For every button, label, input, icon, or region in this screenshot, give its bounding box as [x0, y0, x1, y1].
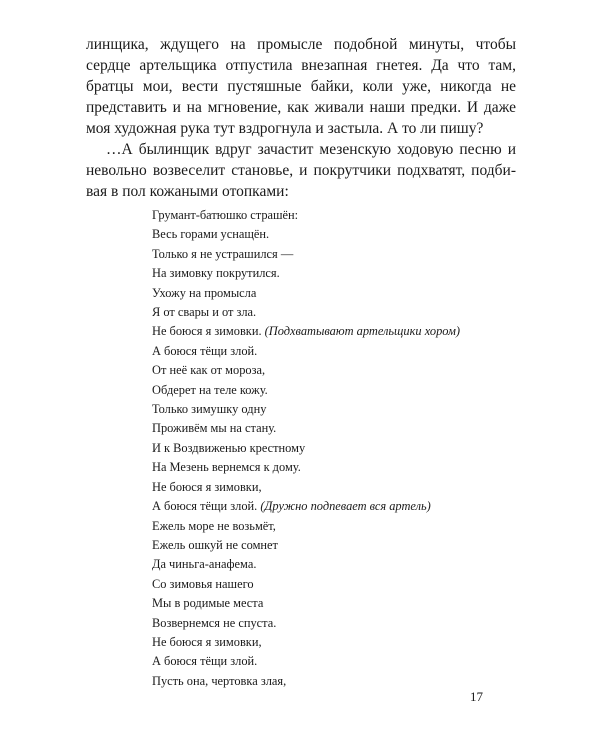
verse-line [152, 517, 482, 536]
verse-text: Ежель море не возьмёт, [152, 518, 276, 533]
verse-line [152, 536, 482, 555]
verse-text: Пусть она, чертовка злая, [152, 673, 287, 688]
verse-text: А боюся тёщи злой. [152, 654, 258, 669]
prose-paragraph: линщика, ждущего на промысле подобной минуты, чтобы сердце артельщика отпустила внезапная гнетея. Да что там, братцы мои, вести пустяшные байки, коли уже, никогда не представить и на мгновение, как живали наши предки. И даже моя художная рука тут вздрогнула и застыла. А то ли пишу? [86, 36, 516, 137]
verse-text: Не боюся я зимовки, [152, 634, 262, 649]
verse-text: Только зимушку одну [152, 402, 267, 417]
verse-text: Весь горами уснащён. [152, 227, 270, 242]
verse-line [152, 284, 482, 303]
verse-text: На зимовку покрутился. [152, 266, 280, 281]
verse-text: Не боюся я зимовки, [152, 479, 262, 494]
song-verse [152, 206, 482, 691]
verse-line [152, 633, 482, 652]
verse-line [152, 458, 482, 477]
verse-text: На Мезень вернемся к дому. [152, 460, 301, 475]
verse-line [152, 652, 482, 671]
verse-text: Я от свары и от зла. [152, 305, 257, 320]
page-number: 17 [470, 689, 483, 704]
verse-text: Не боюся я зимовки. [152, 324, 262, 339]
verse-text: Возвернемся не спуста. [152, 615, 277, 630]
verse-line [152, 322, 482, 341]
verse-line [152, 555, 482, 574]
verse-line [152, 245, 482, 264]
verse-text: И к Воздвиженью крестному [152, 440, 306, 455]
prose-paragraph: …А былинщик вдруг зачастит мезенскую ходовую песню и невольно возвеселит становье, и покрутчики подхватят, подби-вая в пол кожаными отопками: [86, 141, 516, 200]
verse-line [152, 594, 482, 613]
verse-text: Ежель ошкуй не сомнет [152, 537, 278, 552]
verse-text: От неё как от мороза, [152, 363, 266, 378]
verse-text: А боюся тёщи злой. [152, 343, 258, 358]
verse-line [152, 400, 482, 419]
verse-text: А боюся тёщи злой. [152, 499, 258, 514]
verse-text: Ухожу на промысла [152, 285, 257, 300]
verse-text: Да чиньга-анафема. [152, 557, 257, 572]
verse-line [152, 575, 482, 594]
prose-block [86, 34, 516, 202]
verse-line [152, 206, 482, 225]
verse-line [152, 361, 482, 380]
verse-text: Мы в родимые места [152, 596, 264, 611]
verse-line [152, 439, 482, 458]
verse-text: Грумант-батюшко страшён: [152, 208, 299, 222]
verse-text: Проживём мы на стану. [152, 421, 277, 436]
verse-line [152, 225, 482, 244]
verse-line [152, 672, 482, 691]
verse-line [152, 264, 482, 283]
verse-line [152, 419, 482, 438]
verse-text: Только я не устрашился — [152, 246, 294, 261]
verse-text: Со зимовья нашего [152, 576, 254, 591]
verse-text: Обдерет на теле кожу. [152, 382, 268, 397]
verse-line [152, 478, 482, 497]
stage-direction: (Подхватывают артельщики хором) [264, 324, 461, 339]
stage-direction: (Дружно подпевает вся артель) [260, 499, 431, 514]
verse-line [152, 614, 482, 633]
verse-line [152, 303, 482, 322]
verse-line [152, 342, 482, 361]
verse-line [152, 497, 482, 516]
verse-line [152, 381, 482, 400]
